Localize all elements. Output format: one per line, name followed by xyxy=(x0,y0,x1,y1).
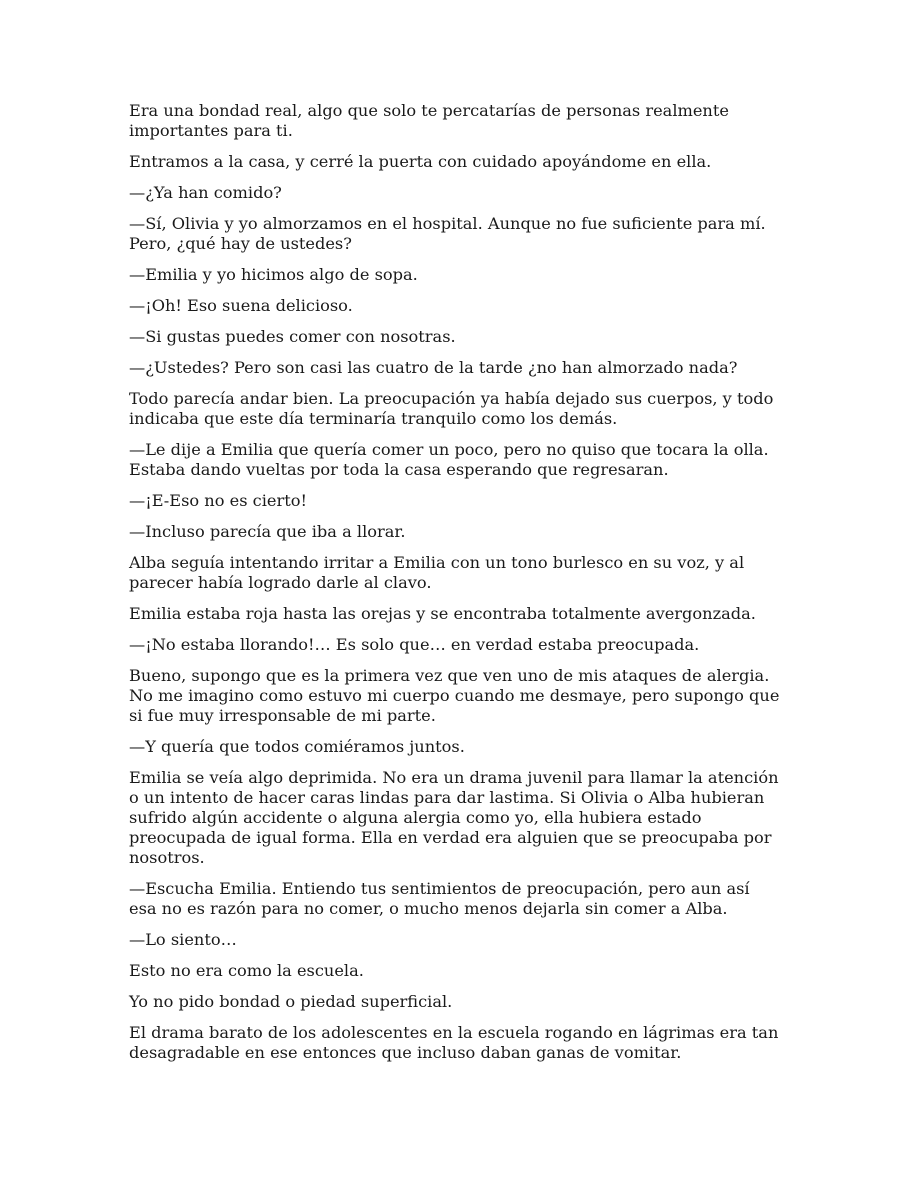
text-line: —Le dije a Emilia que quería comer un poco, pero no quiso que tocara la olla. xyxy=(129,440,769,459)
text-line: Esto no era como la escuela. xyxy=(129,961,364,980)
paragraph xyxy=(129,296,779,316)
paragraph xyxy=(129,553,779,593)
paragraph xyxy=(129,214,779,254)
text-line: —Escucha Emilia. Entiendo tus sentimientos de preocupación, pero aun así xyxy=(129,879,750,898)
text-line: esa no es razón para no comer, o mucho menos dejarla sin comer a Alba. xyxy=(129,899,728,918)
text-line: indicaba que este día terminaría tranquilo como los demás. xyxy=(129,409,618,428)
text-line: sufrido algún accidente o alguna alergia como yo, ella hubiera estado xyxy=(129,808,702,827)
text-line: El drama barato de los adolescentes en la escuela rogando en lágrimas era tan xyxy=(129,1023,779,1042)
text-line: Era una bondad real, algo que solo te percatarías de personas realmente xyxy=(129,101,729,120)
text-line: preocupada de igual forma. Ella en verdad era alguien que se preocupaba por xyxy=(129,828,772,847)
text-line: nosotros. xyxy=(129,848,205,867)
paragraph xyxy=(129,440,779,480)
text-line: —Incluso parecía que iba a llorar. xyxy=(129,522,406,541)
paragraph xyxy=(129,930,779,950)
text-line: si fue muy irresponsable de mi parte. xyxy=(129,706,436,725)
paragraph xyxy=(129,737,779,757)
text-line: Bueno, supongo que es la primera vez que ven uno de mis ataques de alergia. xyxy=(129,666,770,685)
text-line: Alba seguía intentando irritar a Emilia con un tono burlesco en su voz, y al xyxy=(129,553,745,572)
text-line: —¡Oh! Eso suena delicioso. xyxy=(129,296,353,315)
paragraph xyxy=(129,768,779,868)
paragraph xyxy=(129,1023,779,1063)
text-line: parecer había logrado darle al clavo. xyxy=(129,573,432,592)
text-line: —Lo siento… xyxy=(129,930,237,949)
paragraph xyxy=(129,152,779,172)
text-line: Todo parecía andar bien. La preocupación ya había dejado sus cuerpos, y todo xyxy=(129,389,774,408)
paragraph xyxy=(129,879,779,919)
paragraph xyxy=(129,522,779,542)
text-line: Emilia se veía algo deprimida. No era un drama juvenil para llamar la atención xyxy=(129,768,779,787)
paragraph xyxy=(129,992,779,1012)
paragraph xyxy=(129,101,779,141)
paragraph xyxy=(129,604,779,624)
text-line: —Sí, Olivia y yo almorzamos en el hospital. Aunque no fue suficiente para mí. xyxy=(129,214,766,233)
text-line: Pero, ¿qué hay de ustedes? xyxy=(129,234,352,253)
text-line: —Si gustas puedes comer con nosotras. xyxy=(129,327,456,346)
text-line: —¿Ustedes? Pero son casi las cuatro de la tarde ¿no han almorzado nada? xyxy=(129,358,738,377)
text-line: Estaba dando vueltas por toda la casa esperando que regresaran. xyxy=(129,460,669,479)
text-line: desagradable en ese entonces que incluso daban ganas de vomitar. xyxy=(129,1043,682,1062)
text-line: Yo no pido bondad o piedad superficial. xyxy=(129,992,453,1011)
text-line: o un intento de hacer caras lindas para dar lastima. Si Olivia o Alba hubieran xyxy=(129,788,765,807)
text-line: importantes para ti. xyxy=(129,121,293,140)
paragraph xyxy=(129,389,779,429)
paragraph xyxy=(129,635,779,655)
paragraph xyxy=(129,491,779,511)
text-line: Emilia estaba roja hasta las orejas y se encontraba totalmente avergonzada. xyxy=(129,604,756,623)
text-line: —Y quería que todos comiéramos juntos. xyxy=(129,737,465,756)
text-line: —¡E-Eso no es cierto! xyxy=(129,491,307,510)
paragraph xyxy=(129,961,779,981)
paragraph xyxy=(129,265,779,285)
text-line: —¡No estaba llorando!… Es solo que… en verdad estaba preocupada. xyxy=(129,635,700,654)
document-page xyxy=(129,101,779,1074)
paragraph xyxy=(129,327,779,347)
text-line: Entramos a la casa, y cerré la puerta con cuidado apoyándome en ella. xyxy=(129,152,712,171)
text-line: —¿Ya han comido? xyxy=(129,183,282,202)
text-line: —Emilia y yo hicimos algo de sopa. xyxy=(129,265,418,284)
paragraph xyxy=(129,183,779,203)
paragraph xyxy=(129,666,779,726)
paragraph xyxy=(129,358,779,378)
text-line: No me imagino como estuvo mi cuerpo cuando me desmaye, pero supongo que xyxy=(129,686,780,705)
